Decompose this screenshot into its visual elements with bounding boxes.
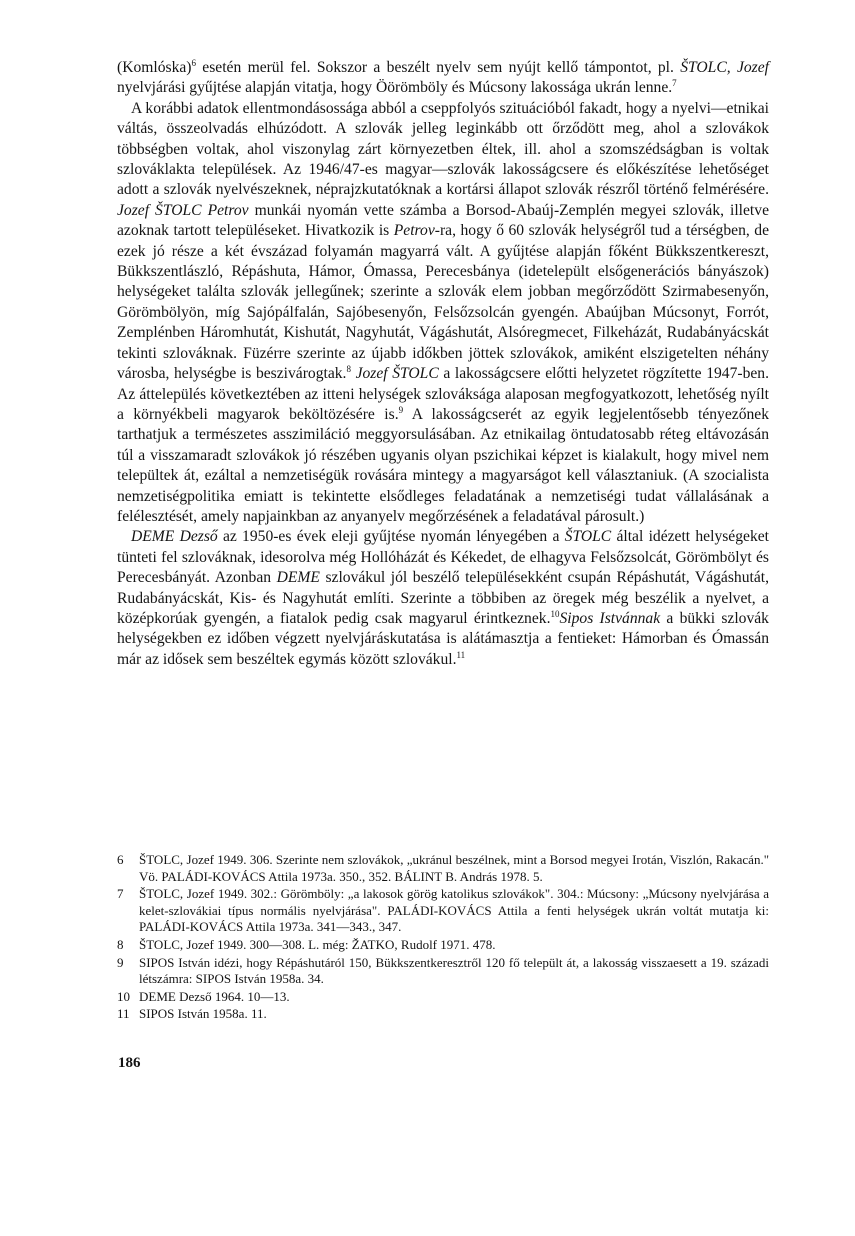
footnotes: [117, 852, 769, 1024]
footnote-text: SIPOS István 1958a. 11.: [139, 1006, 267, 1022]
footnote-text: ŠTOLC, Jozef 1949. 300—308. L. még: ŽATKO, Rudolf 1971. 478.: [139, 936, 496, 952]
footnote-ref: 9: [398, 404, 404, 415]
text-run: az 1950-es évek eleji gyűjtése nyomán lényegében a: [217, 528, 565, 546]
text-run: nyelvjárási gyűjtése alapján vitatja, hogy Öörömböly és Múcsony lakossága ukrán lenne.: [117, 79, 673, 97]
main-text: [117, 58, 769, 670]
italic-text: Sipos Istvánnak: [559, 609, 661, 627]
italic-text: ŠTOLC, Jozef: [680, 59, 769, 76]
text-run: munkái nyomán vette számba a Borsod-Abaúj-Zemplén megyei szlovák, illetve azoknak tartott településeket. Hivatkozik is: [117, 201, 769, 240]
footnote-ref: 11: [456, 649, 466, 660]
footnote: [117, 886, 769, 936]
footnote-number: 10: [117, 988, 130, 1004]
footnote-text: ŠTOLC, Jozef 1949. 306. Szerinte nem szlovákok, „ukránul beszélnek, mint a Borsod megyei Irotán, Viszlón, Rakacán." Vö. PALÁDI-KOVÁCS Attila 1973a. 350., 352. BÁLINT B. András 1978. 5.: [139, 852, 769, 884]
footnote: [117, 1006, 769, 1023]
footnote-ref: 7: [672, 78, 677, 89]
italic-text: ŠTOLC: [564, 528, 612, 546]
footnote-ref: 10: [550, 608, 560, 619]
footnote-number: 7: [117, 886, 124, 902]
text-run: -ra, hogy ő 60 szlovák helységről tud a térségben, de ezek jó része a két évszázad folyamán magyarrá vált. A gyűjtése alapján főként Bükkszentkereszt, Bükkszentlászló, Répáshuta, Hámor, Ómassa, Perecesbánya (idetelepült elsőgenerációs bányászok) helységeket találta szlovák jellegűnek; szerinte a szlovák elem jobban megőrződött Szirmabesenyőn, Görömbölyön, míg Sajópálfalán, Sajóbesenyőn, Felsőzsolcán gyengén. Abaújban Múcsonyt, Forrót, Zemplénben Háromhutát, Kishutát, Nagyhutát, Vágáshutát, Alsóregmecet, Filkeházát, Rudabányácskát tekinti szlováknak. Füzérre szerinte az újabb időkben jöttek szlovákok, amiként elszigetelten néhány városba, helységbe is beszivárogtak.: [117, 222, 770, 383]
footnote-number: 9: [117, 954, 124, 970]
italic-text: Jozef ŠTOLC Petrov: [117, 201, 249, 219]
italic-text: Jozef ŠTOLC: [355, 365, 439, 383]
footnote-ref: 8: [346, 363, 351, 374]
footnote: [117, 937, 769, 954]
paragraph: [117, 58, 769, 99]
paragraph: [117, 527, 769, 670]
italic-text: DEME Dezső: [131, 528, 218, 546]
text-run: a lakosságcsere előtti helyzetet rögzítette 1947-ben. Az áttelepülés következtében az itteni helységek szlováksága alaposan megfogyatkozott, lehetőség nyílt a környékbeli magyarok beköltözésére is.: [117, 365, 769, 423]
text-run: által idézett helységeket tünteti fel szlováknak, idesorolva még Hollóházát és Kékedet, de elhagyva Felsőzsolcát, Görömbölyt és Perecesbányát. Azonban: [117, 528, 769, 587]
footnote-number: 11: [117, 1006, 130, 1022]
italic-text: DEME: [276, 569, 320, 587]
footnote-ref: 6: [191, 57, 196, 68]
text-run: A lakosságcserét az egyik legjelentősebb tényezőnek tarthatjuk a természetes asszimiláció meggyorsulásában. Az etnikailag öntudatosabb réteg eltávozásán túl a visszamaradt szlovákok jó részében ugyanis olyan pszichikai képzet is kialakult, hogy mivel nem települtek át, ezáltal a nemzetiségük rovására mintegy a magyarságot kell választaniuk. (A szocialista nemzetiségpolitika emiatt is tekintette elsődleges feladatának a nemzetiségi tudat vállalásának a felélesztését, amely napjainkban az anyanyelv megőrzésének a feladatával párosult.): [117, 405, 770, 525]
footnote-number: 6: [117, 852, 124, 867]
body-text: [117, 58, 769, 670]
italic-text: Petrov: [393, 222, 435, 240]
footnote-text: ŠTOLC, Jozef 1949. 302.: Görömböly: „a lakosok görög katolikus szlovákok". 304.: Múcsony: „Múcsony nyelvjárása a kelet-szlovákiai típus normális nyelvjárása". PALÁDI-KOVÁCS Attila a fenti helységek ukrán voltát mutatja ki: PALÁDI-KOVÁCS Attila 1973a. 341—343., 347.: [139, 886, 769, 935]
footnote-text: DEME Dezső 1964. 10—13.: [139, 988, 290, 1004]
footnote: [117, 989, 769, 1006]
text-run: szlovákul jól beszélő településekként csupán Répáshutát, Vágáshutát, Rudabányácskát, Kis- és Nagyhutát említi. Szerinte a többiben az öregek még beszélik a nyelvet, a középkorúak gyengén, a fiatalok pedig csak magyarul érintkeznek.: [117, 569, 769, 627]
paragraph: [117, 99, 769, 528]
footnote: [117, 852, 769, 885]
page-number: 186: [118, 1055, 141, 1071]
footnote-number: 8: [117, 936, 124, 952]
text-run: esetén merül fel. Sokszor a beszélt nyelv sem nyújt kellő támpontot, pl.: [196, 59, 681, 76]
footnote-text: SIPOS István idézi, hogy Répáshutáról 150, Bükkszentkeresztről 120 fő települt át, a lakosság visszaesett a 19. századi létszámra: SIPOS István 1958a. 34.: [139, 954, 769, 987]
text-run: (Komlóska): [117, 59, 192, 76]
footnote: [117, 955, 769, 988]
text-run: a bükki szlovák helységekben ez időben végzett nyelvjáráskutatása is alátámasztja a fentieket: Hámorban és Ómassán már az idősek sem beszéltek egymás között szlovákul.: [117, 609, 769, 668]
text-run: A korábbi adatok ellentmondásossága abból a cseppfolyós szituációból fakadt, hogy a nyelvi—etnikai váltás, összeolvadás elhúzódott. A szlovák jelleg leginkább ott őrződött meg, ahol a szlovákok többségben voltak, ahol viszonylag zárt környezetben éltek, ill. ahol a szomszédságban is voltak szlováklakta települések. Az 1946/47-es magyar—szlovák lakosságcsere és előkészítése lehetőséget adott a szlovák nyelvészeknek, néprajzkutatóknak a kortársi állapot szlovák részről történő felmérésére.: [117, 99, 769, 199]
